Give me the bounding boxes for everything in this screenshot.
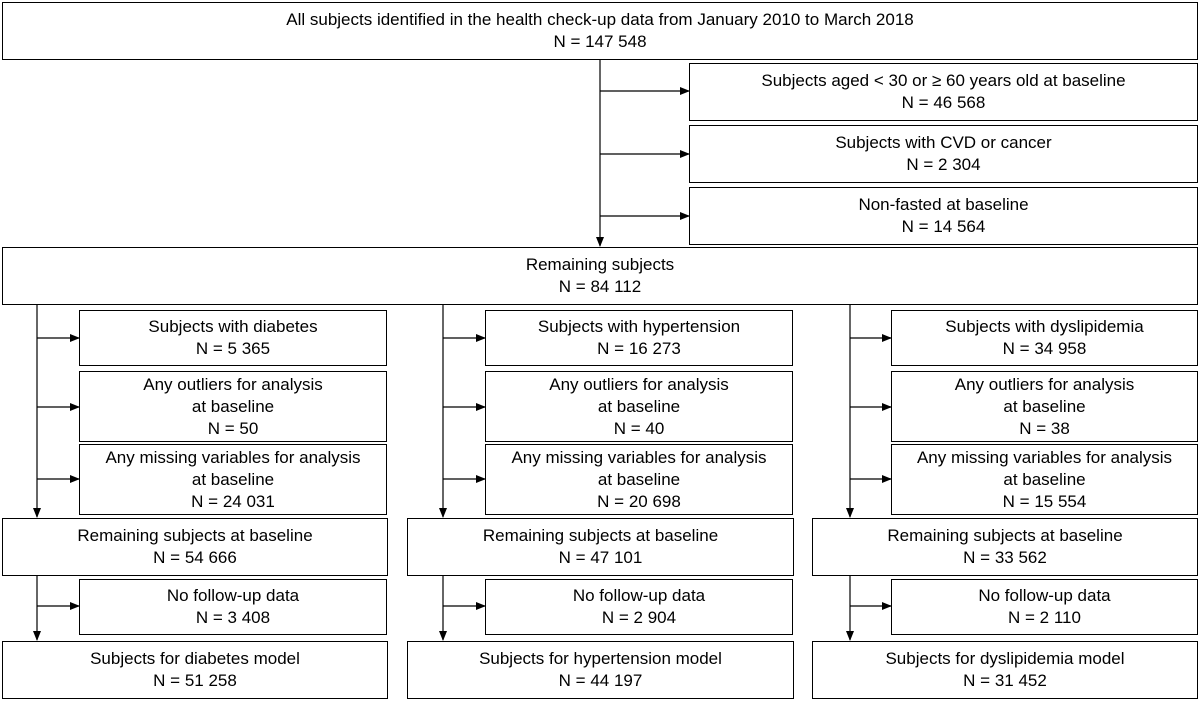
box-branch2-final bbox=[407, 641, 794, 699]
box-branch3-ex3 bbox=[891, 444, 1198, 515]
branch1-ex2-count: N = 50 bbox=[207, 418, 259, 438]
branch3-baseline-count: N = 33 562 bbox=[963, 548, 1047, 567]
remaining-label: Remaining subjects bbox=[525, 255, 675, 274]
exclusion-nonfasted-count: N = 14 564 bbox=[901, 217, 986, 236]
branch3-ex3-label-2: at baseline bbox=[1003, 469, 1086, 489]
branch3-ex3-count: N = 15 554 bbox=[1002, 491, 1087, 511]
branch2-baseline-count: N = 47 101 bbox=[558, 548, 643, 567]
branch3-final-count: N = 31 452 bbox=[963, 671, 1047, 690]
branch3-ex1-label: Subjects with dyslipidemia bbox=[945, 317, 1144, 336]
branch2-ex2-count: N = 40 bbox=[613, 418, 665, 438]
branch1-final-label: Subjects for diabetes model bbox=[90, 649, 300, 668]
box-branch3-baseline bbox=[812, 518, 1198, 576]
box-branch1-ex1 bbox=[79, 310, 387, 366]
branch3-final-label: Subjects for dyslipidemia model bbox=[885, 649, 1125, 668]
box-branch1-followup bbox=[79, 579, 387, 635]
box-branch1-ex2 bbox=[79, 371, 387, 442]
branch2-followup-label: No follow-up data bbox=[572, 586, 706, 605]
branch1-baseline-count: N = 54 666 bbox=[153, 548, 237, 567]
branch3-followup-count: N = 2 110 bbox=[1008, 608, 1081, 627]
exclusion-age-count: N = 46 568 bbox=[901, 93, 986, 112]
exclusion-age-label: Subjects aged < 30 or ≥ 60 years old at baseline bbox=[761, 71, 1126, 90]
branch1-ex1-count: N = 5 365 bbox=[195, 339, 271, 358]
box-branch1-final bbox=[2, 641, 388, 699]
box-branch3-ex2 bbox=[891, 371, 1198, 442]
branch2-ex3-label-1: Any missing variables for analysis bbox=[511, 447, 767, 467]
all-subjects-count: N = 147 548 bbox=[553, 32, 647, 51]
branch2-ex3-label-2: at baseline bbox=[597, 469, 681, 489]
box-branch1-baseline bbox=[2, 518, 388, 576]
branch1-ex3-label-2: at baseline bbox=[191, 469, 275, 489]
branch1-ex3-label-1: Any missing variables for analysis bbox=[105, 447, 361, 467]
branch3-followup-label: No follow-up data bbox=[978, 586, 1111, 605]
branch3-baseline-label: Remaining subjects at baseline bbox=[887, 526, 1123, 545]
branch3-ex2-count: N = 38 bbox=[1019, 418, 1070, 438]
branch1-ex2-label-1: Any outliers for analysis bbox=[143, 374, 323, 394]
box-branch2-baseline bbox=[407, 518, 794, 576]
exclusion-nonfasted-label: Non-fasted at baseline bbox=[858, 195, 1029, 214]
box-branch1-ex3 bbox=[79, 444, 387, 515]
box-branch3-final bbox=[812, 641, 1198, 699]
branch3-ex3-label-1: Any missing variables for analysis bbox=[916, 447, 1173, 467]
branch2-followup-count: N = 2 904 bbox=[601, 608, 677, 627]
box-branch2-ex1 bbox=[485, 310, 793, 366]
branch1-ex1-label: Subjects with diabetes bbox=[148, 317, 318, 336]
branch1-ex2-label-2: at baseline bbox=[191, 396, 275, 416]
branch2-final-label: Subjects for hypertension model bbox=[479, 649, 722, 668]
branch2-baseline-label: Remaining subjects at baseline bbox=[482, 526, 719, 545]
box-all-subjects bbox=[2, 2, 1198, 60]
branch3-ex2-label-2: at baseline bbox=[1003, 396, 1086, 416]
box-exclusion-nonfasted bbox=[689, 187, 1198, 245]
box-branch2-ex3 bbox=[485, 444, 793, 515]
box-branch3-followup bbox=[891, 579, 1198, 635]
box-branch3-ex1 bbox=[891, 310, 1198, 366]
remaining-count: N = 84 112 bbox=[558, 277, 642, 296]
branch1-ex3-count: N = 24 031 bbox=[191, 491, 275, 511]
branch2-ex2-label-1: Any outliers for analysis bbox=[549, 374, 729, 394]
all-subjects-label: All subjects identified in the health check-up data from January 2010 to March 2018 bbox=[286, 10, 914, 29]
branch2-final-count: N = 44 197 bbox=[558, 671, 643, 690]
box-branch2-ex2 bbox=[485, 371, 793, 442]
box-exclusion-cvd bbox=[689, 125, 1198, 183]
branch1-final-count: N = 51 258 bbox=[153, 671, 237, 690]
branch3-ex2-label-1: Any outliers for analysis bbox=[954, 374, 1135, 394]
branch1-baseline-label: Remaining subjects at baseline bbox=[77, 526, 313, 545]
branch2-ex3-count: N = 20 698 bbox=[597, 491, 681, 511]
exclusion-cvd-count: N = 2 304 bbox=[906, 155, 981, 174]
branch3-ex1-count: N = 34 958 bbox=[1002, 339, 1087, 358]
box-branch2-followup bbox=[485, 579, 793, 635]
branch2-ex1-count: N = 16 273 bbox=[597, 339, 681, 358]
box-exclusion-age bbox=[689, 63, 1198, 121]
branch2-ex1-label: Subjects with hypertension bbox=[537, 317, 741, 336]
branch1-followup-count: N = 3 408 bbox=[195, 608, 271, 627]
branch2-ex2-label-2: at baseline bbox=[597, 396, 681, 416]
branch1-followup-label: No follow-up data bbox=[166, 586, 300, 605]
exclusion-cvd-label: Subjects with CVD or cancer bbox=[835, 133, 1052, 152]
box-remaining-subjects bbox=[2, 247, 1198, 305]
